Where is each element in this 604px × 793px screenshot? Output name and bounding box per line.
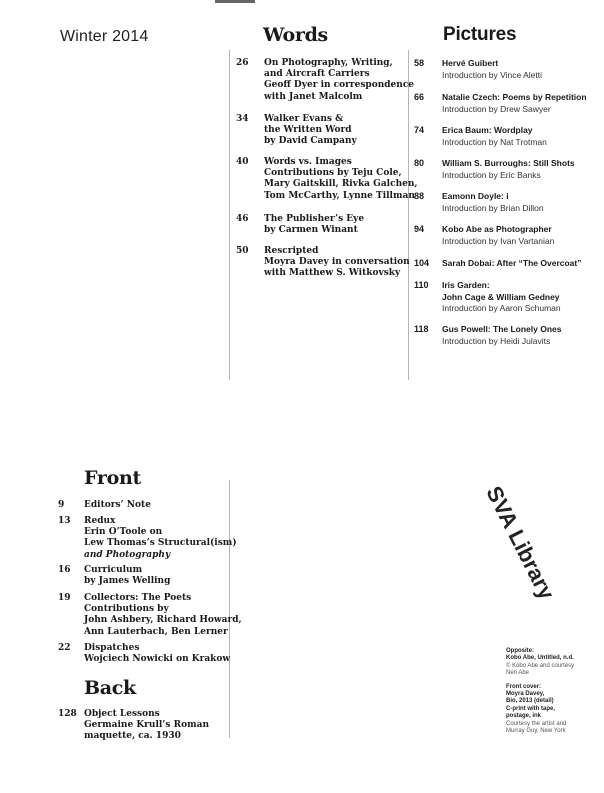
entry-line: Dispatches — [84, 643, 140, 653]
entry-line: Contributions by Teju Cole, — [264, 168, 402, 179]
entry-title: Kobo Abe as Photographer — [442, 224, 552, 234]
entry-intro: Introduction by Heidi Julavits — [442, 335, 551, 346]
page-number: 104 — [414, 258, 430, 268]
toc-entry — [58, 709, 209, 743]
entry-text — [264, 246, 410, 280]
toc-entry — [236, 58, 414, 103]
page-number: 9 — [58, 500, 65, 510]
entry-text — [442, 224, 554, 247]
entry-intro: Introduction by Drew Sawyer — [442, 103, 551, 114]
toc-entry — [58, 643, 230, 665]
page-number: 19 — [58, 593, 71, 603]
entry-line: Ann Lauterbach, Ben Lerner — [84, 626, 228, 637]
toc-entry — [236, 246, 410, 280]
entry-line: with Janet Malcolm — [264, 91, 363, 102]
entry-line: by Carmen Winant — [264, 225, 358, 236]
entry-line: Erin O’Toole on — [84, 527, 163, 538]
photo-credits — [506, 648, 574, 735]
entry-title: John Cage & William Gedney — [442, 291, 560, 302]
page-number: 128 — [58, 709, 77, 719]
back-heading: Back — [84, 677, 136, 699]
entry-line: Object Lessons — [84, 709, 160, 719]
page-number: 74 — [414, 125, 425, 135]
credit-cover-line2: Bio, 2013 (detail) — [506, 698, 554, 705]
entry-text — [442, 324, 562, 347]
page-number: 88 — [414, 191, 425, 201]
entry-intro: Introduction by Aaron Schuman — [442, 303, 561, 313]
entry-line: by David Campany — [264, 136, 357, 147]
toc-entry — [414, 280, 561, 315]
entry-line: Walker Evans & — [264, 114, 344, 124]
entry-text — [442, 125, 547, 148]
entry-line: The Publisher’s Eye — [264, 214, 365, 224]
credit-cover-line6: Murray Guy, New York — [506, 728, 566, 735]
credit-cover-line3: C-print with tape, — [506, 705, 555, 712]
entry-line: John Ashbery, Richard Howard, — [84, 615, 242, 626]
entry-line: Words vs. Images — [264, 157, 352, 167]
entry-text — [264, 114, 357, 148]
toc-entry — [58, 516, 237, 561]
toc-entry — [414, 58, 542, 81]
entry-title: Eamonn Doyle: i — [442, 191, 509, 201]
column-divider-left — [229, 50, 230, 380]
entry-line: with Matthew S. Witkovsky — [264, 268, 401, 279]
entry-intro: Introduction by Eric Banks — [442, 169, 541, 180]
entry-line: Editors’ Note — [84, 500, 151, 510]
entry-text — [442, 191, 544, 214]
credit-opposite-line3: Neri Abe — [506, 670, 530, 677]
words-heading: Words — [263, 24, 328, 46]
toc-entry — [414, 125, 547, 148]
toc-entry — [414, 324, 562, 347]
page-number: 26 — [236, 58, 249, 68]
entry-line: the Written Word — [264, 125, 352, 136]
entry-text — [442, 92, 587, 115]
page-number: 58 — [414, 58, 425, 68]
entry-intro: Introduction by Vince Aletti — [442, 69, 543, 80]
entry-line: and Aircraft Carriers — [264, 69, 370, 80]
credit-cover-line4: postage, ink — [506, 713, 542, 720]
entry-intro: Introduction by Brian Dillon — [442, 202, 544, 213]
toc-entry — [414, 224, 554, 247]
entry-title: Sarah Dobai: After “The Overcoat” — [442, 258, 582, 268]
entry-line: Geoff Dyer in correspondence — [264, 80, 415, 91]
toc-entry — [414, 258, 582, 270]
entry-text — [264, 58, 414, 103]
entry-text — [442, 280, 561, 315]
entry-line: Curriculum — [84, 565, 143, 575]
entry-text — [264, 214, 364, 236]
entry-text — [84, 709, 209, 743]
entry-line: Rescripted — [264, 246, 319, 256]
credit-opposite-label: Opposite: — [506, 648, 534, 654]
toc-entry — [58, 565, 170, 587]
entry-line: Wojciech Nowicki on Krakow — [84, 654, 231, 665]
entry-text — [84, 565, 170, 587]
entry-line: Redux — [84, 516, 116, 526]
entry-line: Contributions by — [84, 604, 169, 615]
toc-entry — [414, 191, 544, 214]
page-number: 118 — [414, 324, 429, 334]
toc-entry — [236, 114, 357, 148]
toc-entry — [58, 593, 242, 638]
issue-season: Winter 2014 — [60, 28, 149, 45]
entry-intro: Introduction by Nat Trotman — [442, 136, 547, 147]
credit-opposite-line2: © Kobo Abe and courtesy — [506, 662, 575, 669]
entry-line: Mary Gaitskill, Rivka Galchen, — [264, 179, 418, 190]
pictures-heading: Pictures — [443, 24, 517, 45]
entry-line: On Photography, Writing, — [264, 58, 393, 68]
entry-line: Collectors: The Poets — [84, 593, 192, 603]
entry-line: maquette, ca. 1930 — [84, 731, 181, 742]
entry-title: Natalie Czech: Poems by Repetition — [442, 92, 587, 102]
toc-entry — [414, 92, 587, 115]
front-heading: Front — [84, 467, 141, 489]
entry-text — [442, 258, 582, 270]
page-number: 50 — [236, 246, 249, 256]
entry-line: by James Welling — [84, 576, 171, 587]
page-number: 40 — [236, 157, 249, 167]
page-number: 94 — [414, 224, 425, 234]
page-number: 66 — [414, 92, 425, 102]
entry-line: Tom McCarthy, Lynne Tillman — [264, 190, 415, 201]
page-number: 110 — [414, 280, 429, 290]
page-number: 22 — [58, 643, 71, 653]
page-number: 46 — [236, 214, 249, 224]
entry-line: Lew Thomas’s Structural(ism) — [84, 538, 237, 549]
entry-title: Iris Garden: — [442, 280, 490, 290]
entry-title: Erica Baum: Wordplay — [442, 125, 533, 135]
entry-line: Germaine Krull’s Roman — [84, 720, 209, 731]
entry-line: Moyra Davey in conversation — [264, 257, 410, 268]
entry-title: Hervé Guibert — [442, 58, 499, 68]
entry-text — [84, 500, 151, 511]
credit-cover-label: Front cover: — [506, 683, 542, 690]
toc-entry — [236, 214, 364, 236]
entry-text — [84, 593, 242, 638]
page-number: 80 — [414, 158, 425, 168]
toc-entry — [58, 500, 151, 511]
credit-cover-line1: Moyra Davey, — [506, 691, 545, 698]
entry-text — [442, 58, 542, 81]
entry-text — [442, 158, 575, 181]
entry-title: William S. Burroughs: Still Shots — [442, 158, 575, 168]
toc-entry — [414, 158, 575, 181]
library-stamp: SVA Library — [481, 482, 560, 604]
entry-intro: Introduction by Ivan Vartanian — [442, 235, 555, 246]
entry-title: Gus Powell: The Lonely Ones — [442, 324, 562, 334]
page-number: 16 — [58, 565, 71, 575]
page-number: 13 — [58, 516, 71, 526]
top-edge-mark — [215, 0, 255, 3]
entry-text — [84, 516, 237, 561]
toc-entry — [236, 157, 418, 202]
entry-text — [84, 643, 230, 665]
credit-cover-line5: Courtesy the artist and — [506, 720, 567, 727]
credit-opposite-line1: Kobo Abe, Untitled, n.d. — [506, 655, 574, 662]
entry-text — [264, 157, 418, 202]
page-number: 34 — [236, 114, 249, 124]
entry-line: and Photography — [84, 549, 171, 560]
